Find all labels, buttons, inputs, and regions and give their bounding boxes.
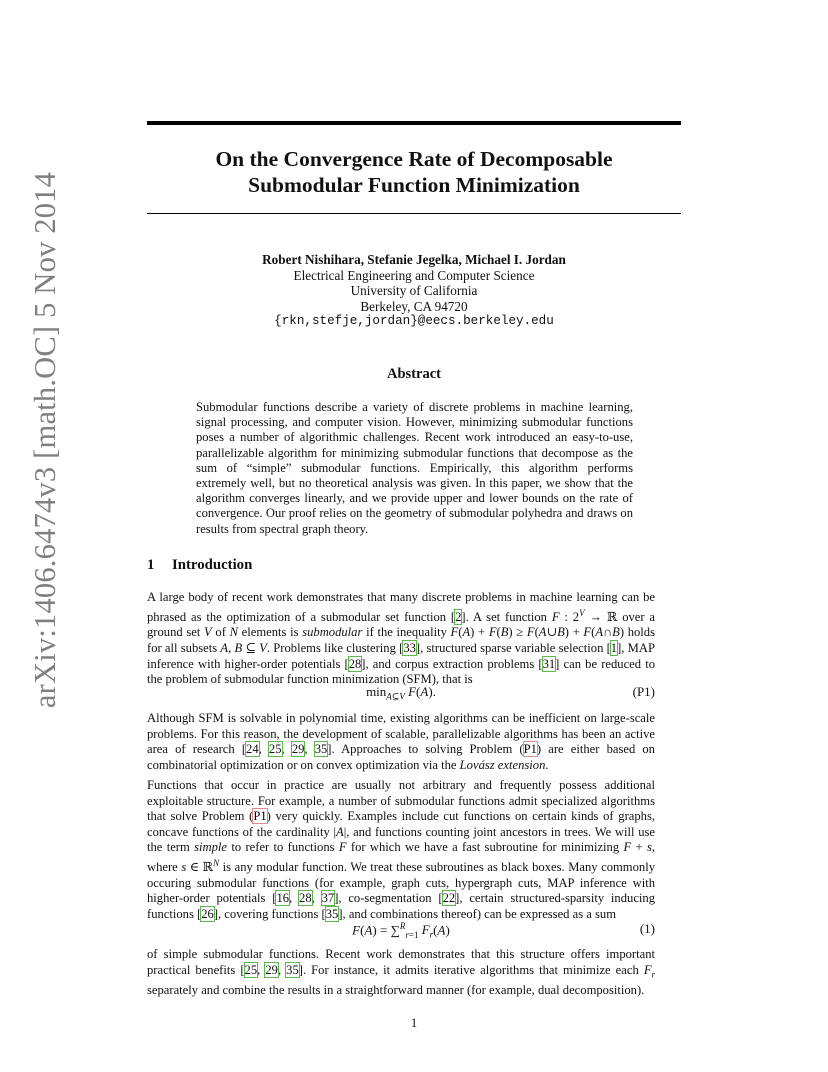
title-line-1: On the Convergence Rate of Decomposable [215,147,613,171]
author-university: University of California [350,283,478,299]
section-number: 1 [147,557,155,573]
citation-link[interactable]: 31 [542,656,556,671]
citation-link[interactable]: 35 [314,742,328,757]
section-title: Introduction [172,557,253,573]
abstract-text: Submodular functions describe a variety of discrete problems in machine learning, signal processing, and computer vision. However, minimizing submodular functions poses a number of algorithmic challenges. Recent work introduced an easy-to-use, parallelizable algorithm for minimizing submodular functions that decompose as the sum of “simple” submodular functions. Empirically, this algorithm performs extremely well, but no theoretical analysis was given. In this paper, we show that the algorithm converges linearly, and we provide upper and lower bounds on the rate of convergence. Our proof relies on the geometry of submodular polyhedra and draws on results from spectral graph theory. [196,400,633,536]
author-city: Berkeley, CA 94720 [360,298,468,314]
equation-p1-body: $\min_{A⊆V} F(A)$. [366,684,436,702]
citation-link[interactable]: 25 [244,962,258,977]
equation-reference-link[interactable]: P1 [523,742,537,757]
equation-1-tag: (1) [639,921,655,936]
citation-link[interactable]: 28 [348,656,362,671]
citation-link[interactable]: 1 [610,640,618,655]
citation-link[interactable]: 33 [403,640,416,655]
intro-paragraph-2: Although SFM is solvable in polynomial time, existing algorithms can be inefficient on large-scale problems. For this reason, the development of scalable, parallelizable algorithms has been an active area of research [24, 25, 29, 35]. Approaches to solving Problem (P1) are either based on combinatorial optimization or on convex optimization via the Lovász extension. [147,711,655,772]
title-line-2: Submodular Function Minimization [248,173,580,197]
arxiv-identifier: arXiv:1406.6474v3 [math.OC] 5 Nov 2014 [28,171,62,709]
citation-link[interactable]: 28 [299,891,312,906]
citation-link[interactable]: 24 [246,742,259,757]
intro-paragraph-1: A large body of recent work demonstrates that many discrete problems in machine learning can be phrased as the optimization of a submodular set function [2]. A set function F : $2^V$ → ℝ over a ground set V of N elements is submodular if the inequality F(A) + F(B) ≥ F(A∪B) + F(A∩B) holds for all subsets A, B ⊆ V. Problems like clustering [33], structured sparse variable selection [1], MAP inference with higher-order potentials [28], and corpus extraction problems [31] can be reduced to the problem of submodular function minimization (SFM), that is [147,590,656,687]
citation-link[interactable]: 37 [321,891,335,906]
citation-link[interactable]: 22 [442,891,456,906]
citation-link[interactable]: 29 [291,742,305,757]
citation-link[interactable]: 26 [201,906,214,921]
equation-reference-link[interactable]: P1 [253,809,267,824]
citation-link[interactable]: 2 [455,609,462,624]
citation-link[interactable]: 35 [286,962,299,977]
abstract-heading: Abstract [387,366,441,382]
equation-1 [147,921,655,941]
equation-1-body: F(A) = ∑$^R_{r=1}$ $F_r(A)$ [352,921,450,940]
title-top-rule [147,121,681,125]
title-bottom-rule [147,213,681,214]
equation-p1-tag: (P1) [632,684,655,699]
page-number: 1 [410,1016,418,1030]
section-heading [147,557,681,574]
intro-paragraph-3: Functions that occur in practice are usually not arbitrary and frequently possess additional exploitable structure. For example, a number of submodular functions admit specialized algorithms that solve Problem (P1) very quickly. Examples include cut functions on certain kinds of graphs, concave functions of the cardinality |A|, and functions counting joint ancestors in trees. We will use the term simple to refer to functions F for which we have a fast subroutine for minimizing F + s, where s ∈ ℝ$^N$ is any modular function. We treat these subroutines as black boxes. Many commonly occuring submodular functions (for example, graph cuts, hypergraph cuts, MAP inference with higher-order potentials [16, 28, 37], co-segmentation [22], certain structured-sparsity inducing functions [26], covering functions [35], and combinations thereof) can be expressed as a sum [147,778,655,921]
equation-p1 [147,684,655,704]
author-email[interactable]: {rkn,stefje,jordan}@eecs.berkeley.edu [274,314,554,329]
paper-title [147,146,681,198]
intro-paragraph-4: of simple submodular functions. Recent work demonstrates that this structure offers important practical benefits [25, 29, 35]. For instance, it admits iterative algorithms that minimize each $F_r$ separately and combine the results in a straightforward manner (for example, dual decomposition). [147,947,656,997]
author-department: Electrical Engineering and Computer Science [293,267,535,283]
citation-link[interactable]: 16 [276,891,290,906]
citation-link[interactable]: 35 [325,906,339,921]
citation-link[interactable]: 29 [265,962,278,977]
author-block [147,252,681,330]
author-names: Robert Nishihara, Stefanie Jegelka, Michael I. Jordan [262,252,566,267]
citation-link[interactable]: 25 [268,742,282,757]
